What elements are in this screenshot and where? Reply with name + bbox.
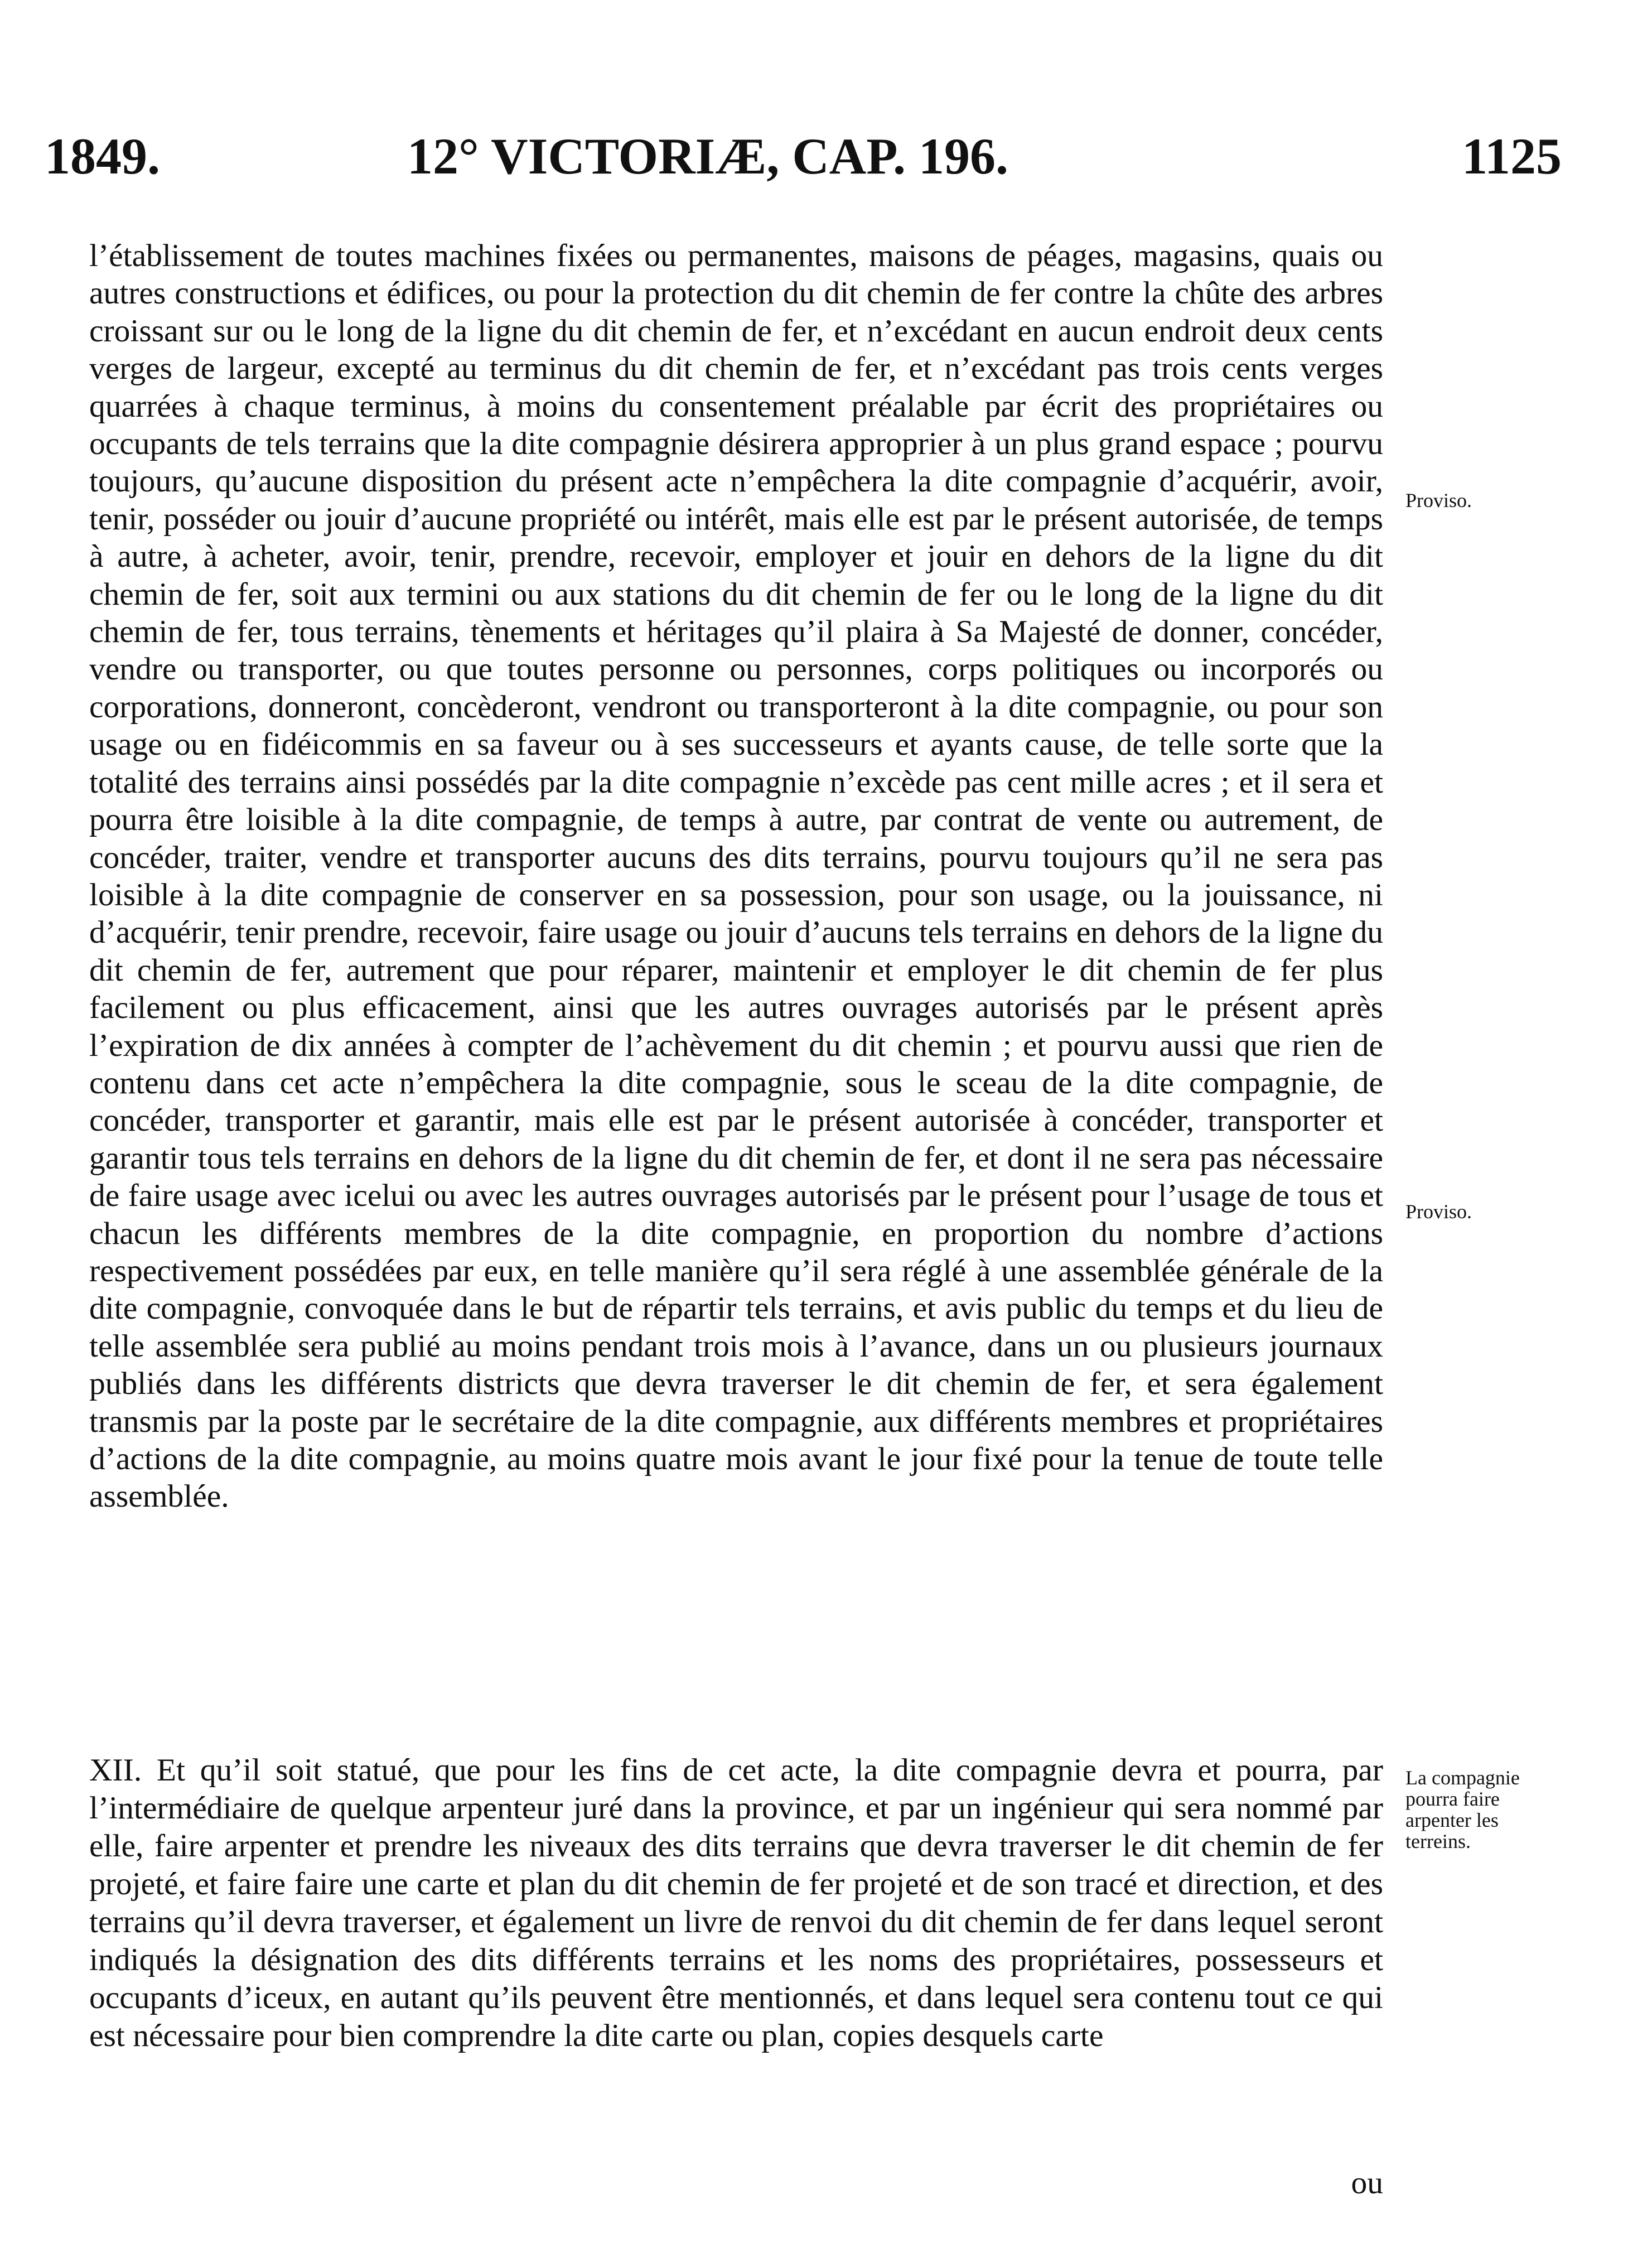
margin-note-survey-line: pourra faire (1405, 1788, 1500, 1810)
header-year: 1849. (45, 128, 160, 185)
body-paragraph-2-section-xii: XII. Et qu’il soit statué, que pour les fins de cet acte, la dite compagnie devra et pourra, par l’intermédiaire de quelque arpenteur juré dans la province, et par un ingénieur qui sera nommé par elle, faire arpenter et prendre les niveaux des dits terrains que devra traverser le dit chemin de fer projeté, et faire faire une carte et plan du dit chemin de fer projeté et de son tracé et direction, et des terrains qu’il devra traverser, et également un livre de renvoi du dit chemin de fer dans lequel seront indiqués la désignation des dits différents terrains et les noms des propriétaires, possesseurs et occupants d’iceux, en autant qu’ils peuvent être mentionnés, et dans lequel sera contenu tout ce qui est nécessaire pour bien comprendre la dite carte ou plan, copies desquels carte (89, 1753, 1383, 2053)
margin-note-survey (1405, 1767, 1550, 1852)
margin-note-survey-line: terreins. (1405, 1830, 1471, 1852)
continuation-word: ou (1351, 2165, 1383, 2201)
page-number: 1125 (1462, 128, 1562, 185)
margin-note-proviso-2: Proviso. (1405, 1200, 1472, 1223)
running-header (45, 123, 1562, 190)
margin-note-proviso-1: Proviso. (1405, 489, 1472, 511)
body-paragraph-1: l’établissement de toutes machines fixées ou permanentes, maisons de péages, magasins, quais ou autres constructions et édifices, ou pour la protection du dit chemin de fer contre la chûte des arbres croissant sur ou le long de la ligne du dit chemin de fer, et n’excédant en aucun endroit deux cents verges de largeur, excepté au terminus du dit chemin de fer, et n’excédant pas trois cents verges quarrées à chaque terminus, à moins du consentement préalable par écrit des propriétaires ou occupants de tels terrains que la dite compagnie désirera approprier à un plus grand espace ; pourvu toujours, qu’aucune disposition du présent acte n’empêchera la dite compagnie d’acquérir, avoir, tenir, posséder ou jouir d’aucune propriété ou intérêt, mais elle est par le présent autorisée, de temps à autre, à acheter, avoir, tenir, prendre, recevoir, employer et jouir en dehors de la ligne du dit chemin de fer, soit aux termini ou aux stations du dit chemin de fer ou le long de la ligne du dit chemin de fer, tous terrains, tènements et héritages qu’il plaira à Sa Majesté de donner, concéder, vendre ou transporter, ou que toutes personne ou personnes, corps politiques ou incorporés ou corporations, donneront, concèderont, vendront ou transporteront à la dite compagnie, ou pour son usage ou en fidéicommis en sa faveur ou à ses successeurs et ayants cause, de telle sorte que la totalité des terrains ainsi possédés par la dite compagnie n’excède pas cent mille acres ; et il sera et pourra être loisible à la dite compagnie, de temps à autre, par contrat de vente ou autrement, de concéder, traiter, vendre et transporter aucuns des dits terrains, pourvu toujours qu’il ne sera pas loisible à la dite compagnie de conserver en sa possession, pour son usage, ou la jouissance, ni d’acquérir, tenir prendre, recevoir, faire usage ou jouir d’aucuns tels terrains en dehors de la ligne du dit chemin de fer, autrement que pour réparer, maintenir et employer le dit chemin de fer plus facilement ou plus efficacement, ainsi que les autres ouvrages autorisés par le présent après l’expiration de dix années à compter de l’achèvement du dit chemin ; et pourvu aussi que rien de contenu dans cet acte n’empêchera la dite compagnie, sous le sceau de la dite compagnie, de concéder, transporter et garantir, mais elle est par le présent autorisée à concéder, transporter et garantir tous tels terrains en dehors de la ligne du dit chemin de fer, et dont il ne sera pas nécessaire de faire usage avec icelui ou avec les autres ouvrages autorisés par le présent pour l’usage de tous et chacun les différents membres de la dite compagnie, en proportion du nombre d’actions respectivement possédées par eux, en telle manière qu’il sera réglé à une assemblée générale de la dite compagnie, convoquée dans le but de répartir tels terrains, et avis public du temps et du lieu de telle assemblée sera publié au moins pendant trois mois à l’avance, dans un ou plusieurs journaux publiés dans les différents districts que devra traverser le dit chemin de fer, et sera également transmis par la poste par le secrétaire de la dite compagnie, aux différents membres et propriétaires d’actions de la dite compagnie, au moins quatre mois avant le jour fixé pour la tenue de toute telle assemblée. (89, 238, 1383, 1514)
header-title: 12° VICTORIÆ, CAP. 196. (407, 128, 1008, 185)
margin-note-survey-line: arpenter les (1405, 1809, 1499, 1831)
margin-note-survey-line: La compagnie (1405, 1767, 1520, 1789)
